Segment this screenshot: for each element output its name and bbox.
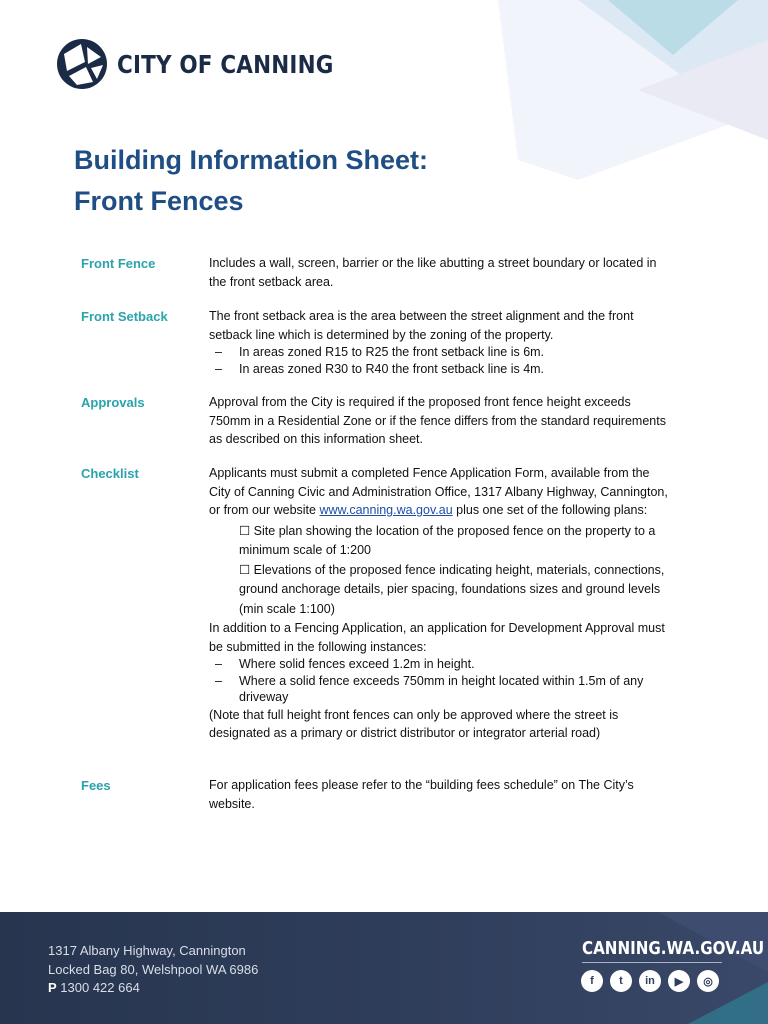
front-setback-bullet-1: In areas zoned R15 to R25 the front setback line is 6m. bbox=[239, 345, 545, 359]
list-item: – In areas zoned R15 to R25 the front setback line is 6m. bbox=[215, 345, 545, 359]
list-item: – Where a solid fence exceeds 750mm in height located within 1.5m of any driveway bbox=[215, 673, 644, 704]
header-decoration bbox=[438, 0, 768, 180]
approvals-label: Approvals bbox=[81, 395, 145, 410]
address-line-2: Locked Bag 80, Welshpool WA 6986 bbox=[48, 961, 259, 977]
development-approval-text: In addition to a Fencing Application, an application for Development Approval must be submitted in the following instances: bbox=[209, 621, 665, 654]
da-bullet-2: Where a solid fence exceeds 750mm in height located within 1.5m of any driveway bbox=[239, 673, 644, 704]
youtube-icon[interactable]: ▶ bbox=[668, 970, 690, 992]
front-setback-label: Front Setback bbox=[81, 309, 168, 324]
instagram-icon[interactable]: ◎ bbox=[697, 970, 719, 992]
checklist-note: (Note that full height front fences can only be approved where the street is designated as a primary or district distributor or integrator arterial road) bbox=[209, 707, 619, 740]
footer bbox=[0, 912, 768, 1024]
checklist-item-elevations: ☐ Elevations of the proposed fence indicating height, materials, connections, ground anchorage details, pier spacing, foundations sizes and ground levels (min scale 1:100) bbox=[239, 562, 665, 616]
linkedin-icon[interactable]: in bbox=[639, 970, 661, 992]
front-fence-body bbox=[209, 254, 669, 291]
checklist-label: Checklist bbox=[81, 466, 139, 481]
list-item: – Where solid fences exceed 1.2m in height. bbox=[215, 657, 475, 671]
city-logo bbox=[55, 38, 369, 90]
fees-body bbox=[209, 776, 669, 813]
checklist-item-site-plan: ☐ Site plan showing the location of the proposed fence on the property to a minimum scale of 1:200 bbox=[239, 523, 656, 557]
front-fence-label: Front Fence bbox=[81, 256, 156, 271]
social-links bbox=[581, 970, 719, 992]
page-title bbox=[74, 140, 428, 222]
approvals-text: Approval from the City is required if the proposed front fence height exceeds 750mm in a Residential Zone or if the fence differs from the standard requirements as described on this information sheet. bbox=[209, 395, 666, 446]
address-line-1: 1317 Albany Highway, Cannington bbox=[48, 943, 246, 958]
page-title-line-1: Building Information Sheet: bbox=[74, 145, 428, 175]
front-setback-body bbox=[209, 307, 669, 377]
footer-decoration bbox=[598, 912, 768, 1024]
front-setback-bullet-2: In areas zoned R30 to R40 the front setback line is 4m. bbox=[239, 361, 545, 376]
footer-divider bbox=[582, 962, 722, 963]
footer-address bbox=[48, 942, 258, 998]
phone-label: P bbox=[48, 980, 57, 995]
front-fence-text: Includes a wall, screen, barrier or the like abutting a street boundary or located in the front setback area. bbox=[209, 256, 657, 289]
phone-number: 1300 422 664 bbox=[60, 980, 140, 995]
fees-text: For application fees please refer to the “building fees schedule” on The City’s website. bbox=[209, 778, 634, 811]
approvals-body bbox=[209, 393, 669, 449]
front-setback-text: The front setback area is the area between the street alignment and the front setback line which is determined by the zoning of the property. bbox=[209, 309, 634, 342]
city-emblem-icon bbox=[55, 38, 109, 90]
phone-line bbox=[48, 979, 258, 998]
checklist-body bbox=[209, 464, 669, 743]
da-bullet-1: Where solid fences exceed 1.2m in height. bbox=[239, 657, 475, 671]
org-name: CITY OF CANNING bbox=[117, 49, 334, 79]
checklist-intro: Applicants must submit a completed Fence Application Form, available from the City of Canning Civic and Administration Office, 1317 Albany Highway, Cannington, or from our website www.canning.wa.gov.au plus one set of the following plans: bbox=[209, 466, 668, 517]
page-title-line-2: Front Fences bbox=[74, 186, 244, 216]
list-item: – In areas zoned R30 to R40 the front setback line is 4m. bbox=[215, 361, 545, 376]
footer-website[interactable]: CANNING.WA.GOV.AU bbox=[582, 938, 765, 959]
facebook-icon[interactable]: f bbox=[581, 970, 603, 992]
website-link[interactable]: www.canning.wa.gov.au bbox=[319, 503, 453, 517]
fees-label: Fees bbox=[81, 778, 111, 793]
twitter-icon[interactable]: t bbox=[610, 970, 632, 992]
